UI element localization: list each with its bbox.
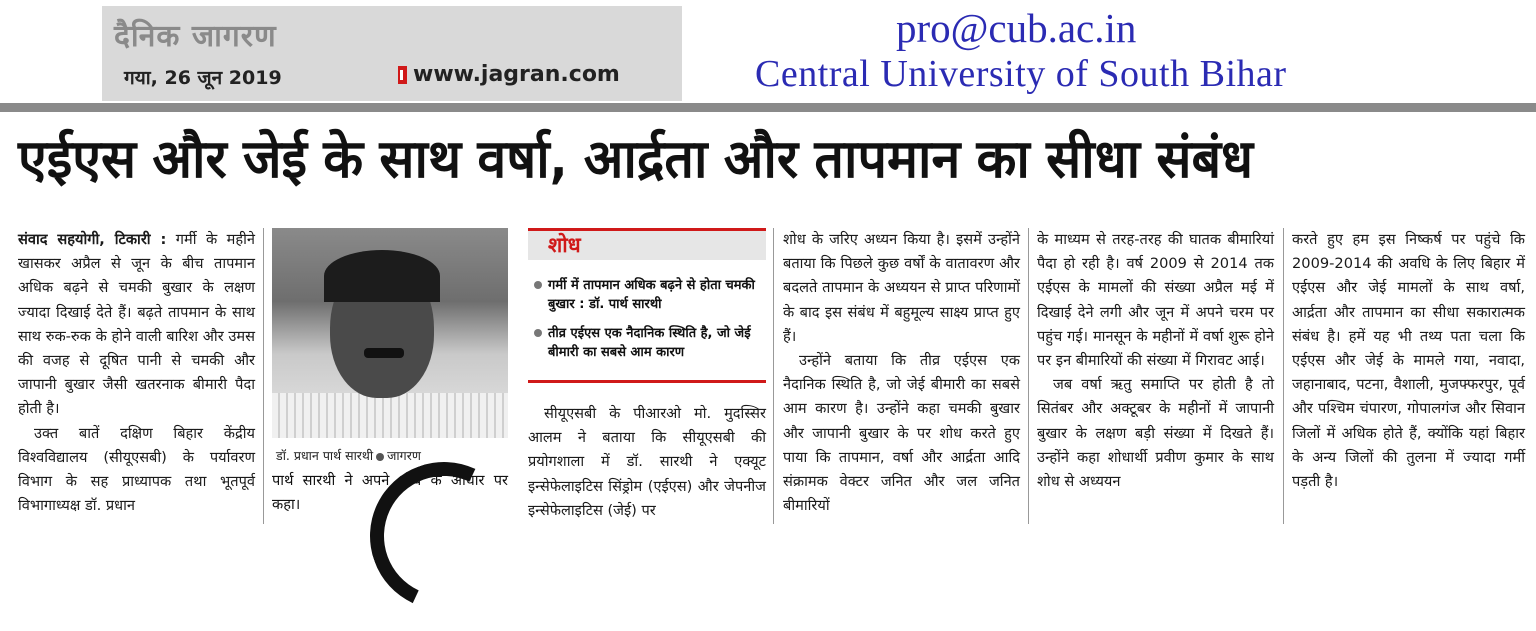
caption-name: डॉ. प्रधान पार्थ सारथी <box>276 448 374 463</box>
column-divider <box>1028 228 1029 524</box>
research-box <box>528 228 766 390</box>
highlight-2: तीव्र एईएस एक नैदानिक स्थिति है, जो जेई बीमारी का सबसे आम कारण <box>534 324 778 362</box>
col1-para1: गर्मी के महीने खासकर अप्रैल से जून के बीच तापमान अधिक बढ़ने से चमकी बुखार के लक्षण ज्यादा दिखाई देते हैं। बढ़ते तापमान के साथ साथ रुक-रुक के होने वाली बारिश और उमस की वजह से दूषित पानी से चमकी और जापानी बुखार जैसी खतरनाक बीमारी पैदा होती है। <box>18 231 256 418</box>
newspaper-logo: दैनिक जागरण <box>114 19 277 54</box>
col2-text: पार्थ सारथी ने अपने शोध के आधार पर कहा। <box>272 472 508 514</box>
column-divider <box>263 228 264 524</box>
byline: संवाद सहयोगी, टिकारी : <box>18 231 167 248</box>
column-4 <box>783 228 1020 518</box>
research-tag <box>528 228 766 260</box>
col5-para2: जब वर्षा ऋतु समाप्ति पर होती है तो सितंबर और अक्टूबर के महीनों में जापानी बुखार के लक्षण बड़ी संख्या में दिखते हैं। उन्होंने कहा शोधार्थी प्रवीण कुमार के साथ शोध से अध्ययन <box>1037 376 1274 491</box>
col6-para: करते हुए हम इस निष्कर्ष पर पहुंचे कि 2009-2014 की अवधि के लिए बिहार में एईएस और जेई मामलों के साथ वर्षा, आर्द्रता और तापमान का सीधा सकारात्मक संबंध है। हमें यह भी तथ्य पता चला कि एईएस और जेई के मामले गया, नवादा, जहानाबाद, पटना, वैशाली, मुजफ्फरपुर, पूर्व और पश्चिम चंपारण, गोपालगंज और सिवान जिलों में अधिक होते हैं, क्योंकि यहां बिहार के अन्य जिलों की तुलना में ज्यादा गर्मी पड़ती है। <box>1292 231 1525 491</box>
university-name: Central University of South Bihar <box>755 53 1287 95</box>
column-3 <box>528 402 766 523</box>
masthead <box>102 6 682 101</box>
edition-date: गया, 26 जून 2019 <box>124 67 282 89</box>
col3-para: सीयूएसबी के पीआरओ मो. मुदस्सिर आलम ने बताया कि सीयूएसबी की प्रयोगशाला में डॉ. सारथी ने एक्यूट इन्सेफेलाइटिस सिंड्रोम (एईएस) और जेपनीज इन्सेफेलाइटिस (जेई) पर <box>528 405 766 519</box>
header-divider <box>0 103 1536 112</box>
bullet-icon <box>376 453 384 461</box>
research-label: शोध <box>548 233 581 257</box>
col1-para2: उक्त बातें दक्षिण बिहार केंद्रीय विश्वविद्यालय (सीयूएसबी) के पर्यावरण विभाग के सह प्राध्यापक तथा भूतपूर्व विभागाध्यक्ष डॉ. प्रधान <box>18 424 255 515</box>
pr-email: pro@cub.ac.in <box>896 5 1137 51</box>
website-link <box>398 62 620 87</box>
author-photo <box>272 228 508 438</box>
col5-para1: के माध्यम से तरह-तरह की घातक बीमारियां पैदा हो रही है। वर्ष 2009 से 2014 तक एईएस के मामलों की संख्या अप्रैल मई में दिखाई देने लगी और जून में अपने चरम पर पहुंच गई। मानसून के महीनों में वर्षा शुरू होने पर इन बीमारियों की संख्या में गिरावट आई। <box>1037 231 1274 370</box>
column-6 <box>1292 228 1525 494</box>
website-url: www.jagran.com <box>413 62 620 87</box>
col4-para1: शोध के जरिए अध्यन किया है। इसमें उन्होंने बताया कि पिछले कुछ वर्षों के वातावरण और बदलते तापमान के अध्ययन से प्राप्त परिणामों के बाद इस संबंध में बहुमूल्य साक्ष्य प्राप्त हुए हैं। <box>783 231 1020 345</box>
box-rule <box>528 380 766 383</box>
column-5 <box>1037 228 1274 494</box>
column-divider <box>1283 228 1284 524</box>
photo-credit: जागरण <box>387 448 421 463</box>
photo-caption <box>276 447 421 464</box>
column-1 <box>18 228 255 518</box>
article-headline: एईएस और जेई के साथ वर्षा, आर्द्रता और तापमान का सीधा संबंध <box>18 129 1254 190</box>
col4-para2: उन्होंने बताया कि तीव्र एईएस एक नैदानिक स्थिति है, जो जेई बीमारी का सबसे आम कारण है। उन्होंने कहा चमकी बुखार और जापानी बुखार के पर शोध करते हुए पाया कि तापमान, वर्षा और आर्द्रता आदि संक्रामक वेक्टर जनित और जल जनित बीमारियों <box>783 352 1020 515</box>
highlight-1: गर्मी में तापमान अधिक बढ़ने से होता चमकी बुखार : डॉ. पार्थ सारथी <box>534 276 778 314</box>
jagran-icon <box>398 66 407 84</box>
column-divider <box>773 228 774 524</box>
